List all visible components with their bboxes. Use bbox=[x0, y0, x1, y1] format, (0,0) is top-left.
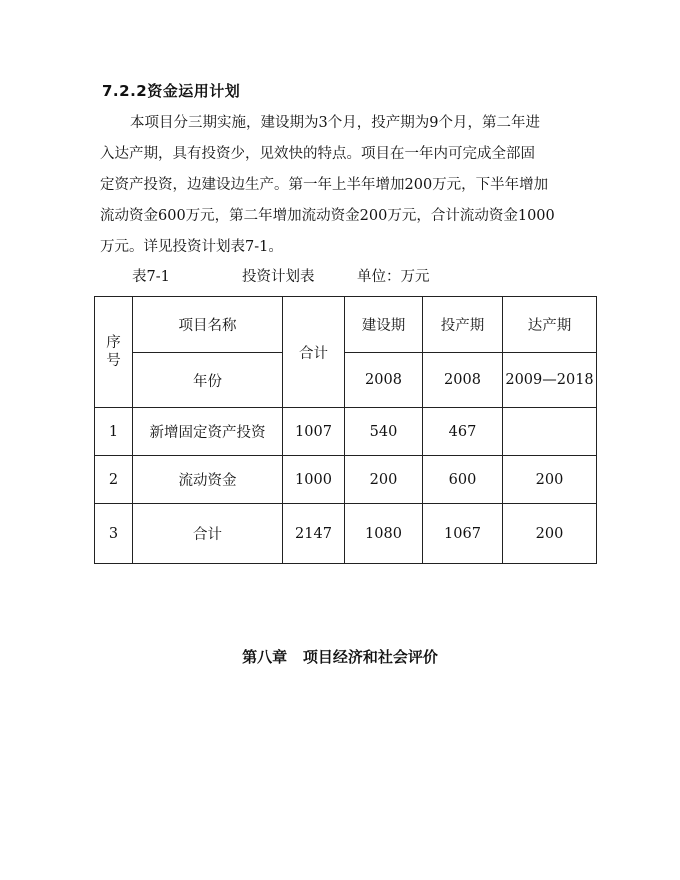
year-construction: 2008 bbox=[345, 353, 423, 408]
seq-header-char: 号 bbox=[106, 353, 121, 369]
row-seq: 1 bbox=[95, 408, 133, 456]
row-production: 467 bbox=[423, 408, 503, 456]
seq-header bbox=[95, 297, 133, 408]
row-seq: 2 bbox=[95, 456, 133, 504]
row-full-production: 200 bbox=[503, 456, 597, 504]
paragraph-line: 本项目分三期实施，建设期为3个月，投产期为9个月，第二年进 bbox=[130, 115, 540, 131]
row-seq: 3 bbox=[95, 504, 133, 564]
body-paragraph bbox=[100, 108, 590, 263]
year-header: 年份 bbox=[133, 353, 283, 408]
year-full-production: 2009—2018 bbox=[503, 353, 597, 408]
row-total: 1007 bbox=[283, 408, 345, 456]
paragraph-line: 流动资金600万元，第二年增加流动资金200万元，合计流动资金1000 bbox=[100, 208, 555, 224]
construction-header: 建设期 bbox=[345, 297, 423, 353]
production-header: 投产期 bbox=[423, 297, 503, 353]
chapter-heading: 第八章 项目经济和社会评价 bbox=[242, 648, 438, 666]
row-production: 600 bbox=[423, 456, 503, 504]
project-name-header: 项目名称 bbox=[133, 297, 283, 353]
full-production-header: 达产期 bbox=[503, 297, 597, 353]
paragraph-line: 定资产投资，边建设边生产。第一年上半年增加200万元，下半年增加 bbox=[100, 177, 549, 193]
investment-plan-table bbox=[94, 296, 597, 564]
paragraph-line: 万元。详见投资计划表7-1。 bbox=[100, 239, 283, 255]
total-header: 合计 bbox=[283, 297, 345, 408]
section-heading: 7.2.2资金运用计划 bbox=[102, 82, 241, 100]
paragraph-line: 入达产期，具有投资少，见效快的特点。项目在一年内可完成全部固 bbox=[100, 146, 535, 162]
table-title: 投资计划表 bbox=[242, 269, 315, 285]
seq-header-char: 序 bbox=[106, 335, 121, 351]
row-construction: 540 bbox=[345, 408, 423, 456]
table-year-row bbox=[95, 353, 597, 408]
row-production: 1067 bbox=[423, 504, 503, 564]
row-total: 1000 bbox=[283, 456, 345, 504]
row-full-production bbox=[503, 408, 597, 456]
year-production: 2008 bbox=[423, 353, 503, 408]
table-unit: 单位：万元 bbox=[357, 269, 430, 285]
row-name: 流动资金 bbox=[133, 456, 283, 504]
row-name: 合计 bbox=[133, 504, 283, 564]
table-header-row bbox=[95, 297, 597, 353]
row-total: 2147 bbox=[283, 504, 345, 564]
row-name: 新增固定资产投资 bbox=[133, 408, 283, 456]
table-row bbox=[95, 504, 597, 564]
table-row bbox=[95, 408, 597, 456]
table-number: 表7-1 bbox=[132, 269, 170, 285]
row-construction: 1080 bbox=[345, 504, 423, 564]
row-full-production: 200 bbox=[503, 504, 597, 564]
table-row bbox=[95, 456, 597, 504]
row-construction: 200 bbox=[345, 456, 423, 504]
